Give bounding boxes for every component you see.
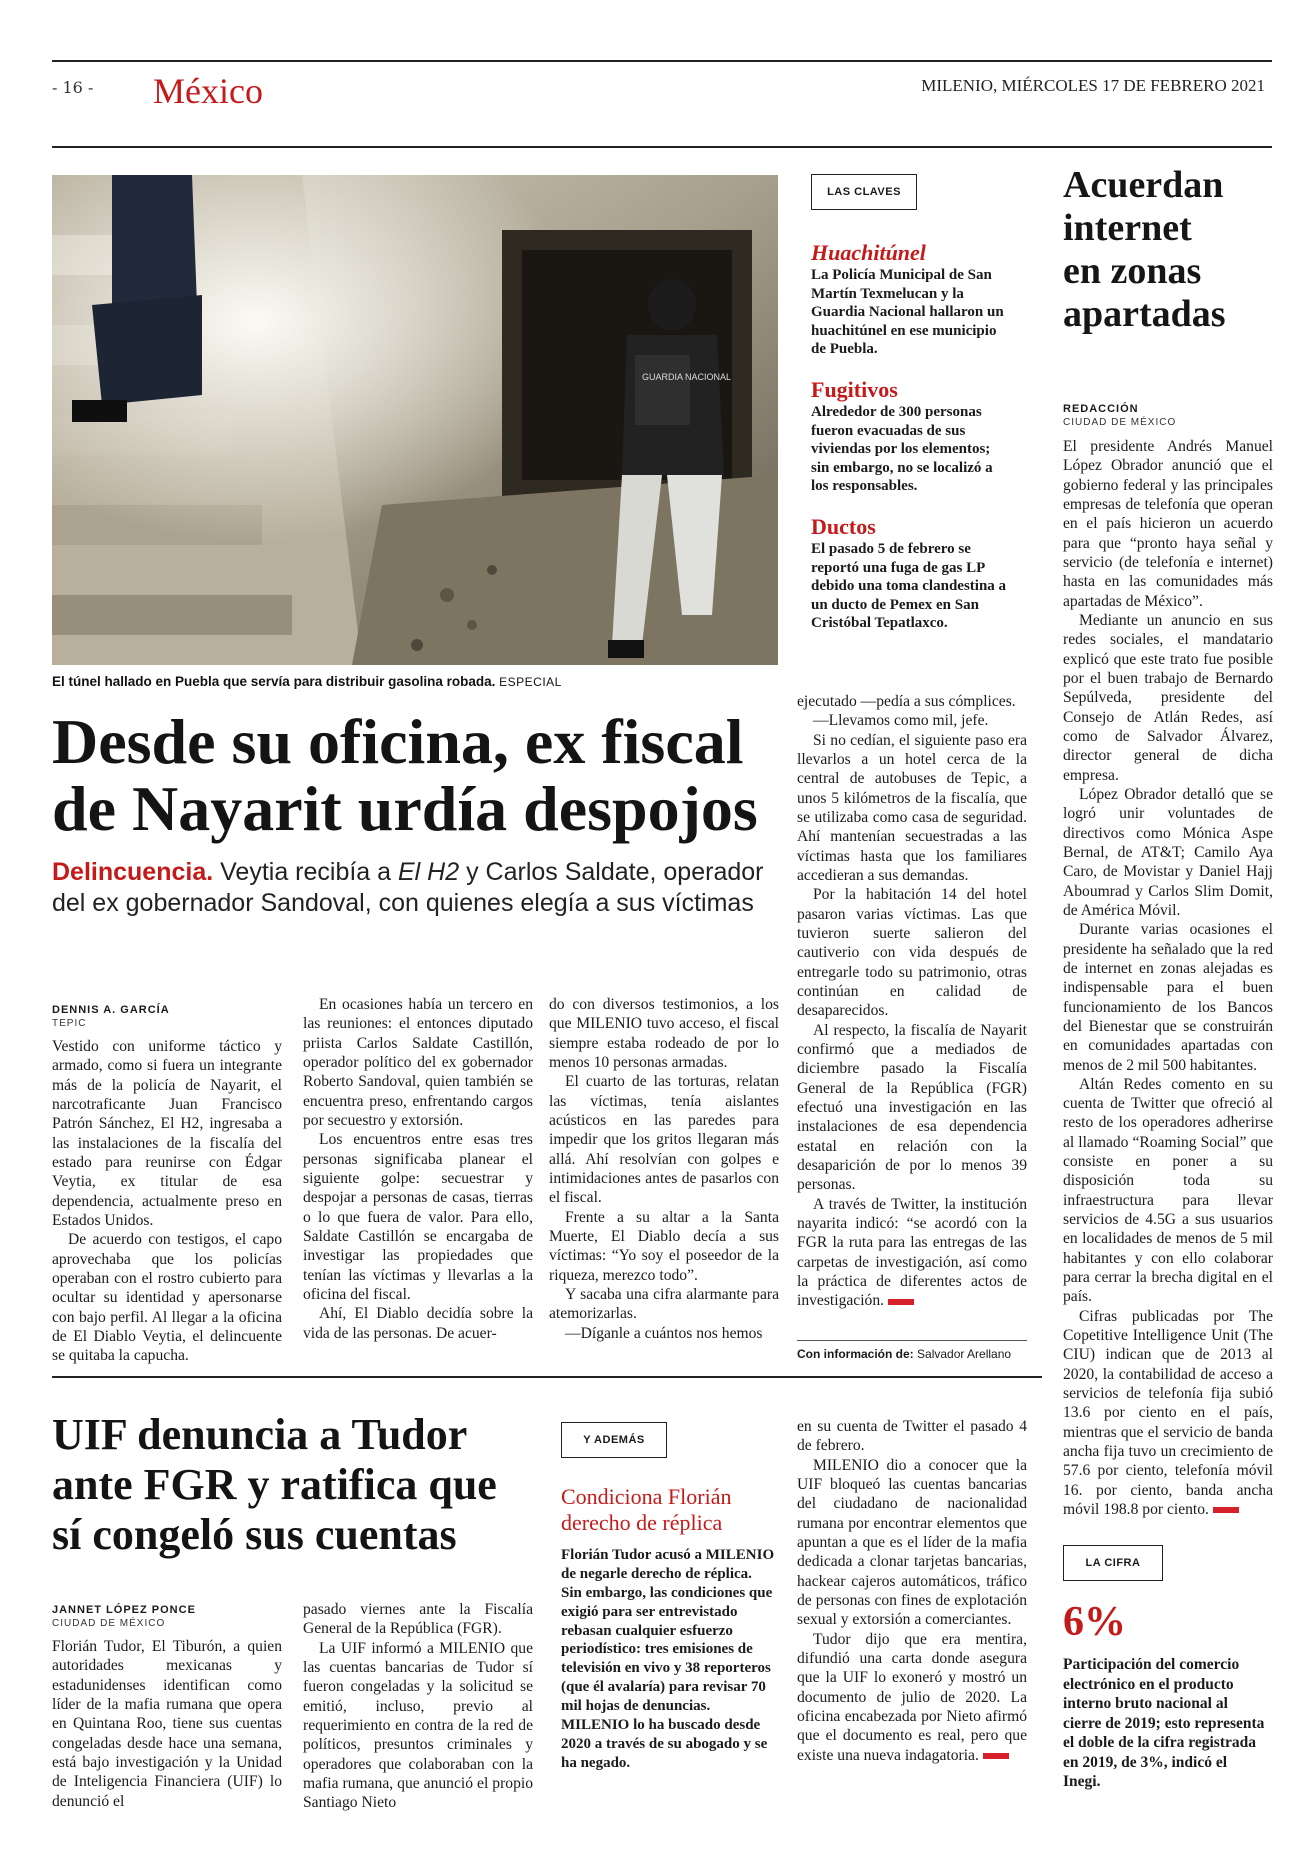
main-column-2 xyxy=(303,995,533,1343)
vest-label: GUARDIA NACIONAL xyxy=(642,372,732,382)
clave-item xyxy=(811,377,1011,496)
paragraph-text: Cifras publicadas por The Copetitive Intelligence Unit (The CIU) indican que de 2013 al 2020, la contabilidad de acceso a servicios de telefonía fija subió 13.6 por ciento en el país, mientras que el servicio de banda ancha fija tuvo un crecimiento de 57.6 por ciento, telefonía móvil 16. por ciento, banda ancha móvil 198.8 por ciento. xyxy=(1063,1307,1273,1519)
clave-title: Huachitúnel xyxy=(811,240,926,265)
paragraph-text: Tudor dijo que era mentira, difundió una carta donde asegura que la UIF lo exoneró y mostró un documento de julio de 2020. La oficina encabezada por Nieto afirmó que el documento es real, pero que existe una nueva indagatoria. xyxy=(797,1630,1027,1764)
paragraph: De acuerdo con testigos, el capo aprovechaba que los policías operaban con el rostro cubierto para ocultar su identidad y apersonarse con bajo perfil. Al llegar a la oficina de El Diablo Veytia, el delincuente se quitaba la capucha. xyxy=(52,1231,282,1365)
paragraph: La UIF informó a MILENIO que las cuentas bancarias de Tudor sí fueron congeladas y la solicitud se emitió, incluso, previo al requerimiento en contra de la red de políticos, presuntos criminales y operadores que colaboraban con la mafia rumana, que anunció el propio Santiago Nieto xyxy=(303,1639,533,1812)
side-byline-place: CIUDAD DE MÉXICO xyxy=(1063,417,1177,428)
ademas-label: Y ADEMÁS xyxy=(561,1422,667,1458)
deck-kicker: Delincuencia. xyxy=(52,858,214,886)
paragraph: pasado viernes ante la Fiscalía General de la República (FGR). xyxy=(303,1601,533,1638)
bottom-column-1 xyxy=(52,1637,282,1811)
clave-body: El pasado 5 de febrero se reportó una fuga de gas LP debido una toma clandestina a un ducto de Pemex en San Cristóbal Tepatlaxco. xyxy=(811,540,1007,632)
photo-caption xyxy=(52,674,562,689)
deck-text-a: Veytia recibía a xyxy=(213,858,398,886)
paragraph: en su cuenta de Twitter el pasado 4 de febrero. xyxy=(797,1418,1027,1455)
paragraph: —Díganle a cuántos nos hemos xyxy=(565,1324,763,1342)
paragraph: Si no cedían, el siguiente paso era llevarlos a un hotel cerca de la central de autobuses de Tepic, a unos 5 kilómetros de la fiscalía, que se utilizaba como casa de seguridad. Ahí mantenían secuestradas a las víctimas hasta que los familiares accedieran a sus demandas. xyxy=(797,731,1027,884)
main-headline-line1: Desde su oficina, ex fiscal xyxy=(52,706,744,777)
paragraph xyxy=(797,1195,1027,1311)
claves-label: LAS CLAVES xyxy=(811,174,917,210)
paragraph: El presidente Andrés Manuel López Obrador anunció que el gobierno federal y las principales empresas de telefonía que operan en el país hicieron un acuerdo para que “pronto haya señal y servicio (de telefonía e internet) hasta en las comunidades más apartadas de México”. xyxy=(1063,438,1273,610)
photo-caption-text: El túnel hallado en Puebla que servía para distribuir gasolina robada. xyxy=(52,674,496,689)
deck-text-c: y Carlos Saldate, operador del ex gobernador Sandoval, con quienes elegía a sus víctimas xyxy=(52,858,764,918)
clave-title: Fugitivos xyxy=(811,376,898,402)
header-bottom-rule xyxy=(52,146,1272,148)
side-byline: REDACCIÓN xyxy=(1063,403,1139,415)
side-headline-line: en zonas xyxy=(1063,249,1202,292)
paragraph xyxy=(797,1630,1027,1765)
end-mark xyxy=(888,1299,914,1305)
paragraph: Por la habitación 14 del hotel pasaron varias víctimas. Las que tuvieron suerte salieron del cautiverio con vida después de entregarle todo su patrimonio, otras continúan en calidad de desaparecidos. xyxy=(797,886,1027,1020)
bottom-column-4 xyxy=(797,1417,1027,1765)
side-column xyxy=(1063,437,1273,1519)
cifra-text: Participación del comercio electrónico en el producto interno bruto nacional al cierre de 2019; esto representa el doble de la cifra registrada en 2019, de 3%, indicó el Inegi. xyxy=(1063,1656,1265,1791)
bottom-headline-line: UIF denuncia a Tudor xyxy=(52,1410,468,1459)
paragraph-text: A través de Twitter, la institución nayarita indicó: “se acordó con la FGR la ruta para las entregas de las carpetas de investigación, así como la práctica de diferentes actos de investigación. xyxy=(797,1195,1027,1310)
paragraph: MILENIO dio a conocer que la UIF bloqueó las cuentas bancarias del ciudadano de nacionalidad rumana por encontrar elementos que apuntan a que es el líder de la mafia dedicada a clonar tarjetas bancarias, hackear cajeros automáticos, tráfico de personas con fines de explotación sexual y extorsión a comerciantes. xyxy=(797,1456,1027,1629)
main-byline-place: TEPIC xyxy=(52,1018,87,1029)
paragraph: Vestido con uniforme táctico y armado, como si fuera un integrante más de la policía de Nayarit, el narcotraficante Juan Francisco Patrón Sánchez, El H2, ingresaba a las instalaciones de la fiscalía del estado para reunirse con Édgar Veytia, ex titular de esa dependencia, actualmente preso en Estados Unidos. xyxy=(52,1038,282,1229)
paragraph: López Obrador detalló que se logró unir voluntades de directivos como Mónica Aspe Bernal, de AT&T; Camilo Aya Caro, de Movistar y Daniel Hajj Aboumrad y Carlos Slim Domit, de América Móvil. xyxy=(1063,785,1273,919)
deck-text-b: El H2 xyxy=(398,858,460,886)
clave-item xyxy=(811,514,1011,633)
paragraph: Florián Tudor, El Tiburón, a quien autoridades mexicanas y estadunidenses identifican como líder de la mafia rumana que opera en Quintana Roo, tiene sus cuentas congeladas desde hace una semana, está bajo investigación y la Unidad de Inteligencia Financiera (UIF) lo denunció el xyxy=(52,1638,282,1810)
clave-body: La Policía Municipal de San Martín Texmelucan y la Guardia Nacional hallaron un huachitúnel en ese municipio de Puebla. xyxy=(811,267,1004,358)
paragraph: Altán Redes comento en su cuenta de Twitter que ofreció al resto de los operadores adherirse al llamado “Roaming Social” que consiste en poner a su disposición toda su infraestructura para llevar servicios de 4.5G a sus usuarios en localidades de menos de 5 mil habitantes y con ello colaborar para cerrar la brecha digital en el país. xyxy=(1063,1075,1273,1306)
paragraph: ejecutado —pedía a sus cómplices. xyxy=(797,693,1016,710)
cifra-label: LA CIFRA xyxy=(1063,1545,1163,1581)
page-number: - 16 - xyxy=(52,78,94,97)
main-deck xyxy=(52,857,782,920)
info-name: Salvador Arellano xyxy=(917,1347,1012,1361)
info-credit xyxy=(797,1347,1011,1361)
main-headline xyxy=(52,706,792,845)
info-rule xyxy=(797,1340,1027,1341)
bottom-headline-line: ante FGR y ratifica que xyxy=(52,1460,497,1510)
photo-credit: ESPECIAL xyxy=(499,675,562,689)
tunnel-photo-illustration xyxy=(52,175,778,665)
bottom-byline: JANNET LÓPEZ PONCE xyxy=(52,1604,196,1616)
side-headline-line: apartadas xyxy=(1063,292,1226,335)
cifra-value: 6% xyxy=(1063,1599,1126,1645)
claves-list xyxy=(811,240,1011,633)
end-mark xyxy=(1213,1507,1239,1513)
paragraph: Frente a su altar a la Santa Muerte, El Diablo decía a sus víctimas: “Yo soy el poseedor de la riqueza, merezco todo”. xyxy=(549,1208,779,1284)
bottom-section-rule xyxy=(52,1376,1042,1378)
paragraph: El cuarto de las torturas, relatan las víctimas, tenía aislantes acústicos en las paredes para impedir que los gritos llegaran más allá. Ahí resolvían con golpes e intimidaciones antes de pasarlos con el fiscal. xyxy=(549,1073,779,1207)
ademas-text: Florián Tudor acusó a MILENIO de negarle derecho de réplica. Sin embargo, las condiciones que exigió para ser entrevistado rebasan cualquier esfuerzo periodístico: tres emisiones de televisión en vivo y 38 reporteros (que él avalaría) para revisar 70 mil hojas de denuncias. MILENIO lo ha buscado desde 2020 a través de su abogado y se ha negado. xyxy=(561,1547,775,1771)
paragraph: Al respecto, la fiscalía de Nayarit confirmó que a mediados de diciembre pasado la Fiscalía General de la República (FGR) efectuó una investigación en las instalaciones de esa dependencia estatal en relación con la desaparición de por lo menos 39 personas. xyxy=(797,1021,1027,1194)
paragraph: Mediante un anuncio en sus redes sociales, el mandatario explicó que este trato fue posible por el buen trabajo de Bernardo Sepúlveda, presidente del Consejo de Atlán Redes, así como de Salvador Álvarez, director general de dicha empresa. xyxy=(1063,611,1273,784)
main-column-1 xyxy=(52,1037,282,1366)
clave-title: Ductos xyxy=(811,513,876,539)
section-name: México xyxy=(153,71,263,111)
main-byline: DENNIS A. GARCÍA xyxy=(52,1004,170,1016)
header-top-rule xyxy=(52,60,1272,62)
clave-body: Alrededor de 300 personas fueron evacuadas de sus viviendas por los elementos; sin embargo, no se localizó a los responsables. xyxy=(811,403,993,495)
bottom-byline-place: CIUDAD DE MÉXICO xyxy=(52,1618,166,1629)
bottom-headline-line: sí congeló sus cuentas xyxy=(52,1510,457,1560)
paragraph: Durante varias ocasiones el presidente ha señalado que la red de internet en zonas alejadas es indispensable para el buen funcionamiento de los Bancos del Bienestar que se construirán en comunidades apartadas con menos de 2 mil 500 habitantes. xyxy=(1063,921,1273,1074)
main-column-4 xyxy=(797,692,1027,1311)
clave-item xyxy=(811,240,1011,359)
paragraph: Ahí, El Diablo decidía sobre la vida de las personas. De acuer- xyxy=(303,1305,533,1342)
paragraph: Y sacaba una cifra alarmante para atemorizarlas. xyxy=(549,1285,779,1323)
bottom-headline xyxy=(52,1410,552,1560)
dateline: MILENIO, MIÉRCOLES 17 DE FEBRERO 2021 xyxy=(921,76,1265,95)
paragraph: Los encuentros entre esas tres personas significaba planear el siguiente golpe: secuestrar y despojar a personas de casas, tierras o lo que fuera de valor. Para ello, Saldate Castillón se encargaba de investigar las propiedades que tenían las víctimas y llevarlas a la oficina del fiscal. xyxy=(303,1131,533,1303)
main-headline-line2: de Nayarit urdía despojos xyxy=(52,773,758,845)
paragraph xyxy=(1063,1307,1273,1520)
tunnel-photo xyxy=(52,175,778,665)
ademas-headline: Condiciona Florián derecho de réplica xyxy=(561,1484,732,1535)
main-column-3 xyxy=(549,995,779,1343)
paragraph: do con diversos testimonios, a los que MILENIO tuvo acceso, el fiscal siempre estaba rodeado de por lo menos 10 personas armadas. xyxy=(549,996,779,1071)
side-headline-line: internet xyxy=(1063,206,1192,249)
side-headline-line: Acuerdan xyxy=(1063,164,1224,206)
side-headline xyxy=(1063,164,1273,336)
paragraph: —Llevamos como mil, jefe. xyxy=(813,712,989,730)
bottom-column-2 xyxy=(303,1600,533,1813)
info-label: Con información de: xyxy=(797,1347,914,1361)
paragraph: En ocasiones había un tercero en las reuniones: el entonces diputado priista Carlos Saldate Castillón, operador político del ex gobernador Roberto Sandoval, quien también se encuentra preso, enfrentando cargos por secuestro y extorsión. xyxy=(303,996,533,1129)
end-mark xyxy=(983,1753,1009,1759)
